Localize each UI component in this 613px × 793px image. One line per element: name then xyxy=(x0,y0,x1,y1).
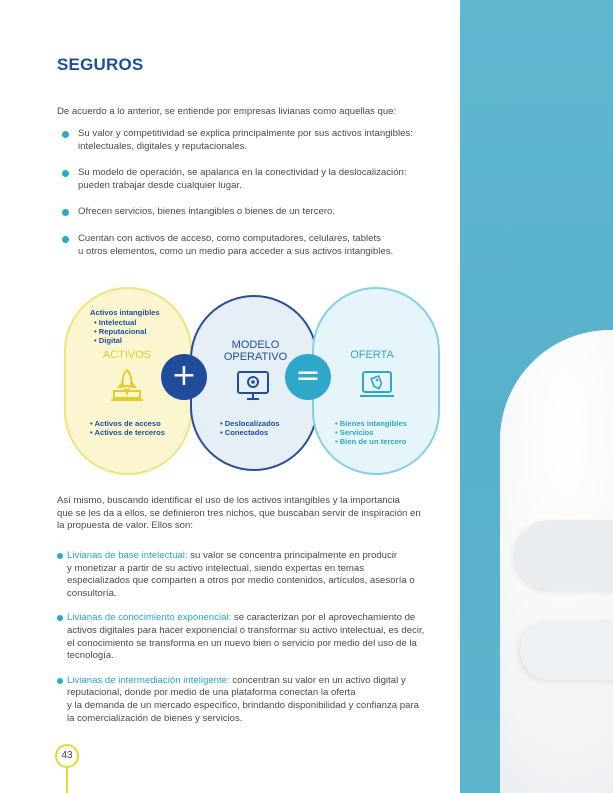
activos-item: • Activos de terceros xyxy=(90,428,165,437)
list-item: Su modelo de operación, se apalanca en la conectividad y la deslocalización: pueden trabajar desde cualquier lugar. xyxy=(62,167,452,192)
plus-operator-icon: + xyxy=(161,354,207,400)
activos-intangible-item: • Digital xyxy=(94,336,122,345)
modelo-label: MODELO OPERATIVO xyxy=(223,339,288,363)
photo-person-crossed-arms xyxy=(460,0,613,793)
monitor-gear-icon xyxy=(235,369,271,403)
bullet-dot-icon xyxy=(62,170,69,177)
oferta-item: • Servicios xyxy=(335,428,374,437)
activos-label: ACTIVOS xyxy=(102,349,152,361)
list-item: Livianas de base intelectual: su valor se concentra principalmente en producir y monetizar a partir de su activo intelectual, siendo expertas en temas especializados que comparten a otros por medio contenidos, artículos, asesoría o consultoría. xyxy=(57,550,429,600)
niches-list xyxy=(57,550,429,737)
business-model-diagram xyxy=(62,287,442,477)
page-title: SEGUROS xyxy=(57,55,144,74)
modelo-item: • Conectados xyxy=(220,428,269,437)
intro-paragraph: De acuerdo a lo anterior, se entiende por empresas livianas como aquellas que: xyxy=(57,106,397,117)
oferta-item: • Bienes intangibles xyxy=(335,419,407,428)
activos-item: • Activos de acceso xyxy=(90,419,161,428)
bullet-dot-icon xyxy=(57,678,63,684)
modelo-item: • Deslocalizados xyxy=(220,419,280,428)
bullet-dot-icon xyxy=(57,615,63,621)
activos-intangible-item: • Intelectual xyxy=(94,318,137,327)
rocket-laptop-icon xyxy=(110,367,144,403)
list-item: Livianas de conocimiento exponencial: se caracterizan por el aprovechamiento de activos digitales para hacer exponencial o transformar su activo intelectual, es decir, el conocimiento se transforma en un nuevo bien o servicio por medio del uso de la tecnología. xyxy=(57,612,429,662)
bullet-dot-icon xyxy=(62,131,69,138)
arm-fold xyxy=(515,520,613,590)
activos-intangible-item: • Reputacional xyxy=(94,327,147,336)
list-item: Cuentan con activos de acceso, como computadores, celulares, tablets u otros elementos, como un medio para acceder a sus activos intangibles. xyxy=(62,233,452,258)
tag-laptop-icon xyxy=(359,369,395,403)
activos-intangibles-title: Activos intangibles xyxy=(90,308,160,317)
list-item: Su valor y competitividad se explica principalmente por sus activos intangibles: intelectuales, digitales y reputacionales. xyxy=(62,128,452,153)
characteristics-list xyxy=(62,128,452,272)
page-number: 43 xyxy=(55,744,79,768)
arm-fold xyxy=(520,620,613,680)
equals-operator-icon: = xyxy=(285,354,331,400)
oferta-label: OFERTA xyxy=(350,349,394,361)
bullet-dot-icon xyxy=(57,553,63,559)
bullet-dot-icon xyxy=(62,236,69,243)
list-item: Ofrecen servicios, bienes intangibles o bienes de un tercero. xyxy=(62,206,452,219)
list-item: Livianas de intermediación inteligente: concentran su valor en un activo digital y reputacional, donde por medio de una plataforma conectan la oferta y la demanda de un mercado específico, brindando disponibilidad y confianza para la comercialización de bienes y servicios. xyxy=(57,675,429,725)
body-paragraph: Así mismo, buscando identificar el uso de los activos intangibles y la importancia que se les da a ellos, se definieron tres nichos, que buscaban servir de inspiración en la propuesta de valor. Ellos son: xyxy=(57,495,421,532)
bullet-dot-icon xyxy=(62,209,69,216)
oferta-item: • Bien de un tercero xyxy=(335,437,407,446)
